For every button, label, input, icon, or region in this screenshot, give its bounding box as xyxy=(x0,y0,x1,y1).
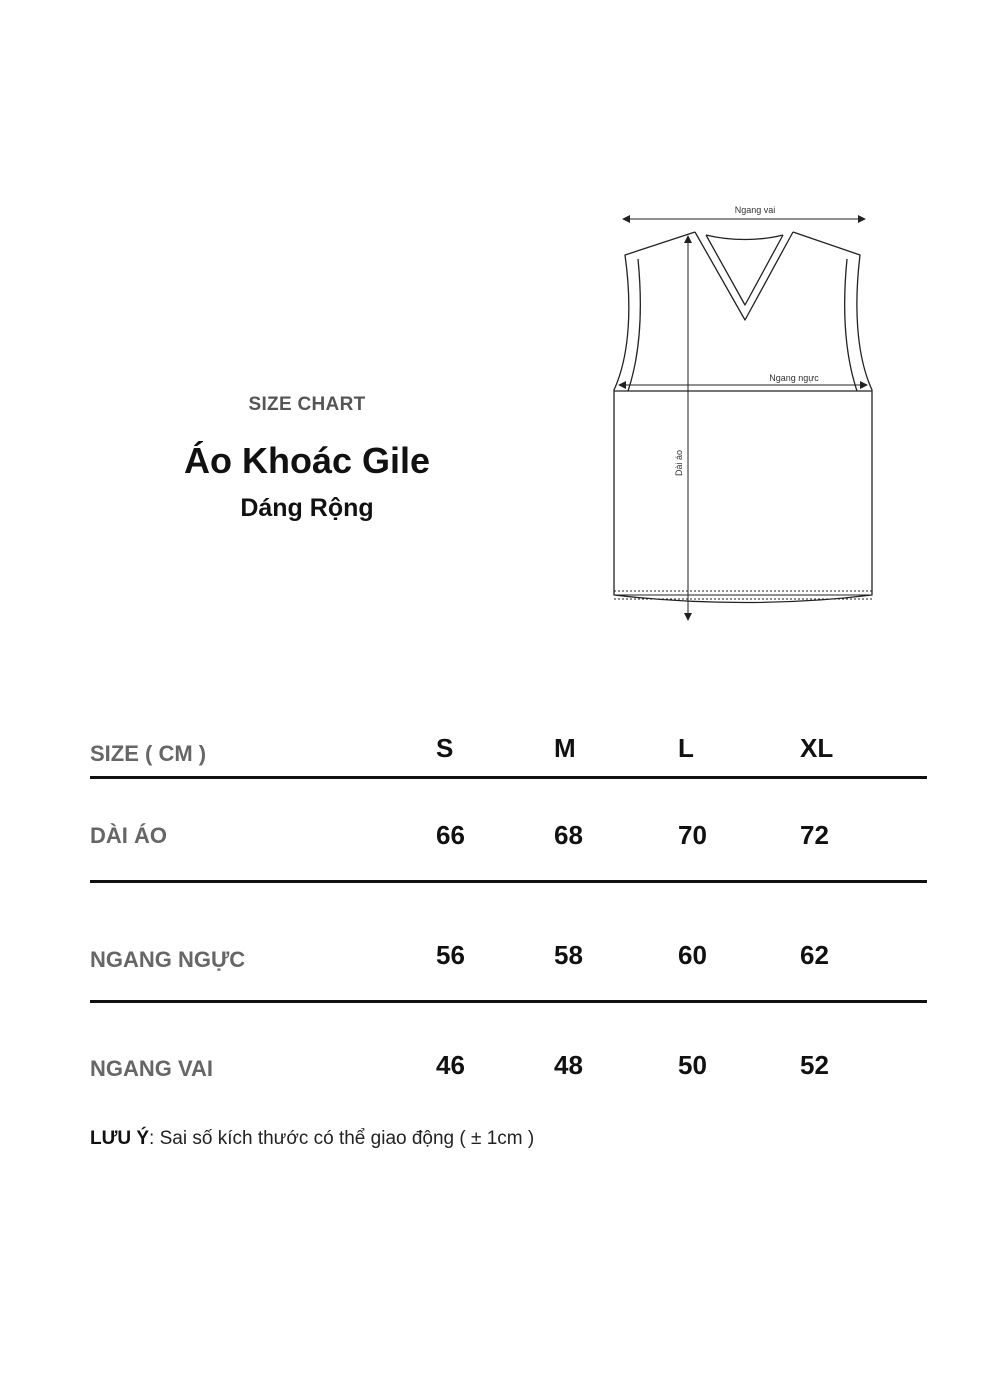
row-value: 70 xyxy=(678,820,707,850)
row-value: 56 xyxy=(436,940,465,970)
vest-measurement-diagram xyxy=(600,195,890,635)
row-value: 72 xyxy=(800,820,829,850)
row-value: 48 xyxy=(554,1050,583,1080)
row-value: 66 xyxy=(436,820,465,850)
shoulder-measure-arrow xyxy=(622,215,866,223)
vest-outline-icon xyxy=(614,232,872,603)
table-divider xyxy=(90,776,927,779)
table-divider xyxy=(90,880,927,883)
row-value: 58 xyxy=(554,940,583,970)
tolerance-note xyxy=(90,1128,534,1150)
product-title: Áo Khoác Gile xyxy=(183,440,431,481)
row-label: DÀI ÁO xyxy=(90,823,167,848)
unit-header: SIZE ( CM ) xyxy=(90,741,207,766)
size-header: XL xyxy=(800,733,834,763)
row-value: 46 xyxy=(436,1050,465,1080)
product-fit-subtitle: Dáng Rộng xyxy=(240,494,374,522)
chest-measure-label: Ngang ngực xyxy=(769,373,819,383)
size-chart-kicker: SIZE CHART xyxy=(248,394,366,415)
row-value: 50 xyxy=(678,1050,707,1080)
length-measure-label: Dài áo xyxy=(674,449,684,477)
size-header: S xyxy=(436,733,454,763)
note-prefix: LƯU Ý xyxy=(90,1128,150,1149)
note-text: : Sai số kích thước có thể giao động ( ± 1cm ) xyxy=(149,1128,535,1149)
length-measure-arrow xyxy=(684,235,692,621)
size-header: M xyxy=(554,733,576,763)
row-label: NGANG NGỰC xyxy=(90,947,246,972)
row-value: 62 xyxy=(800,940,829,970)
row-value: 68 xyxy=(554,820,583,850)
row-label: NGANG VAI xyxy=(90,1056,214,1081)
row-value: 52 xyxy=(800,1050,829,1080)
table-divider xyxy=(90,1000,927,1003)
size-table xyxy=(90,720,927,1081)
size-header: L xyxy=(678,733,694,763)
row-value: 60 xyxy=(678,940,707,970)
chest-measure-arrow xyxy=(618,381,868,389)
shoulder-measure-label: Ngang vai xyxy=(734,205,776,215)
size-table-header xyxy=(90,720,927,780)
